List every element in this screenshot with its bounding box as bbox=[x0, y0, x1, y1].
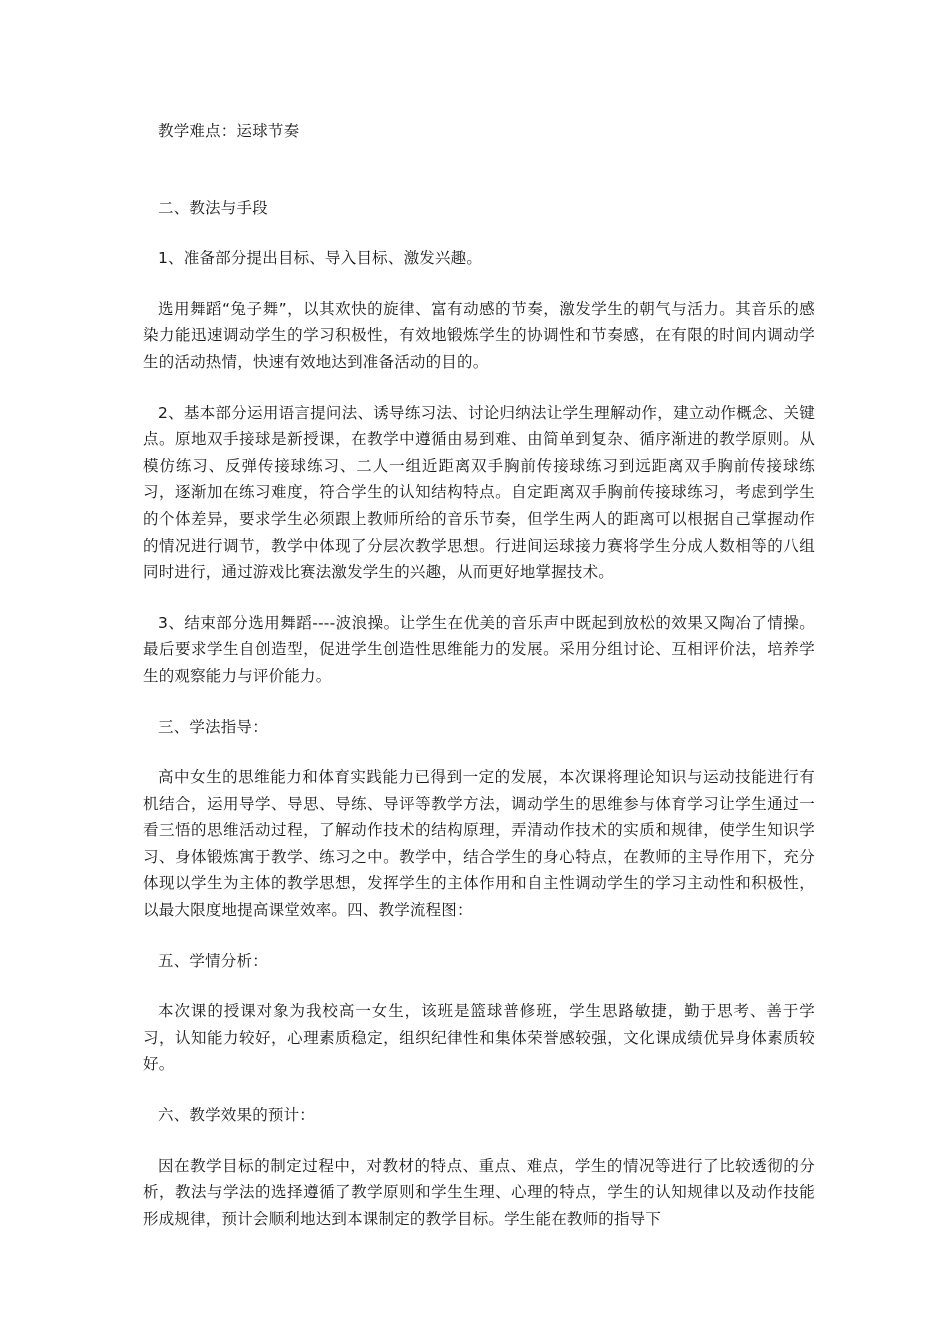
item-1-body: 选用舞蹈“兔子舞”，以其欢快的旋律、富有动感的节奏，激发学生的朝气与活力。其音乐的感染力能迅速调动学生的学习积极性，有效地锻炼学生的协调性和节奏感，在有限的时间内调动学生的活动热情，快速有效地达到准备活动的目的。 bbox=[143, 299, 815, 371]
document-body bbox=[143, 118, 815, 1232]
section-5-title: 五、学情分析： bbox=[158, 951, 268, 970]
item-2-body: 2、基本部分运用语言提问法、诱导练习法、讨论归纳法让学生理解动作，建立动作概念、关键点。原地双手接球是新授课，在教学中遵循由易到难、由简单到复杂、循序渐进的教学原则。从模仿练习、反弹传接球练习、二人一组近距离双手胸前传接球练习到远距离双手胸前传接球练习，逐渐加在练习难度，符合学生的认知结构特点。自定距离双手胸前传接球练习，考虑到学生的个体差异，要求学生必须跟上教师所给的音乐节奏，但学生两人的距离可以根据自己掌握动作的情况进行调节，教学中体现了分层次教学思想。行进间运球接力赛将学生分成人数相等的八组同时进行，通过游戏比赛法激发学生的兴趣，从而更好地掌握技术。 bbox=[143, 403, 815, 582]
section-2-title: 二、教法与手段 bbox=[158, 198, 268, 217]
item-3-body: 3、结束部分选用舞蹈----波浪操。让学生在优美的音乐声中既起到放松的效果又陶冶了情操。最后要求学生自创造型，促进学生创造性思维能力的发展。采用分组讨论、互相评价法，培养学生的观察能力与评价能力。 bbox=[143, 613, 815, 685]
section-6-title: 六、教学效果的预计： bbox=[158, 1106, 316, 1125]
teaching-difficulty: 教学难点：运球节奏 bbox=[158, 122, 300, 140]
item-1-title: 1、准备部分提出目标、导入目标、激发兴趣。 bbox=[158, 249, 483, 268]
section-6-body: 因在教学目标的制定过程中，对教材的特点、重点、难点，学生的情况等进行了比较透彻的分析，教法与学法的选择遵循了教学原则和学生生理、心理的特点，学生的认知规律以及动作技能形成规律，预计会顺利地达到本课制定的教学目标。学生能在教师的指导下 bbox=[143, 1156, 815, 1228]
section-3-title: 三、学法指导： bbox=[158, 717, 268, 736]
section-5-body: 本次课的授课对象为我校高一女生，该班是篮球普修班，学生思路敏捷，勤于思考、善于学习，认知能力较好，心理素质稳定，组织纪律性和集体荣誉感较强，文化课成绩优异身体素质较好。 bbox=[143, 1002, 815, 1074]
section-3-body: 高中女生的思维能力和体育实践能力已得到一定的发展，本次课将理论知识与运动技能进行有机结合，运用导学、导思、导练、导评等教学方法，调动学生的思维参与体育学习让学生通过一看三悟的思维活动过程，了解动作技术的结构原理，弄清动作技术的实质和规律，使学生知识学习、身体锻炼寓于教学、练习之中。教学中，结合学生的身心特点，在教师的主导作用下，充分体现以学生为主体的教学思想，发挥学生的主体作用和自主性调动学生的学习主动性和积极性，以最大限度地提高课堂效率。四、教学流程图： bbox=[143, 768, 815, 920]
